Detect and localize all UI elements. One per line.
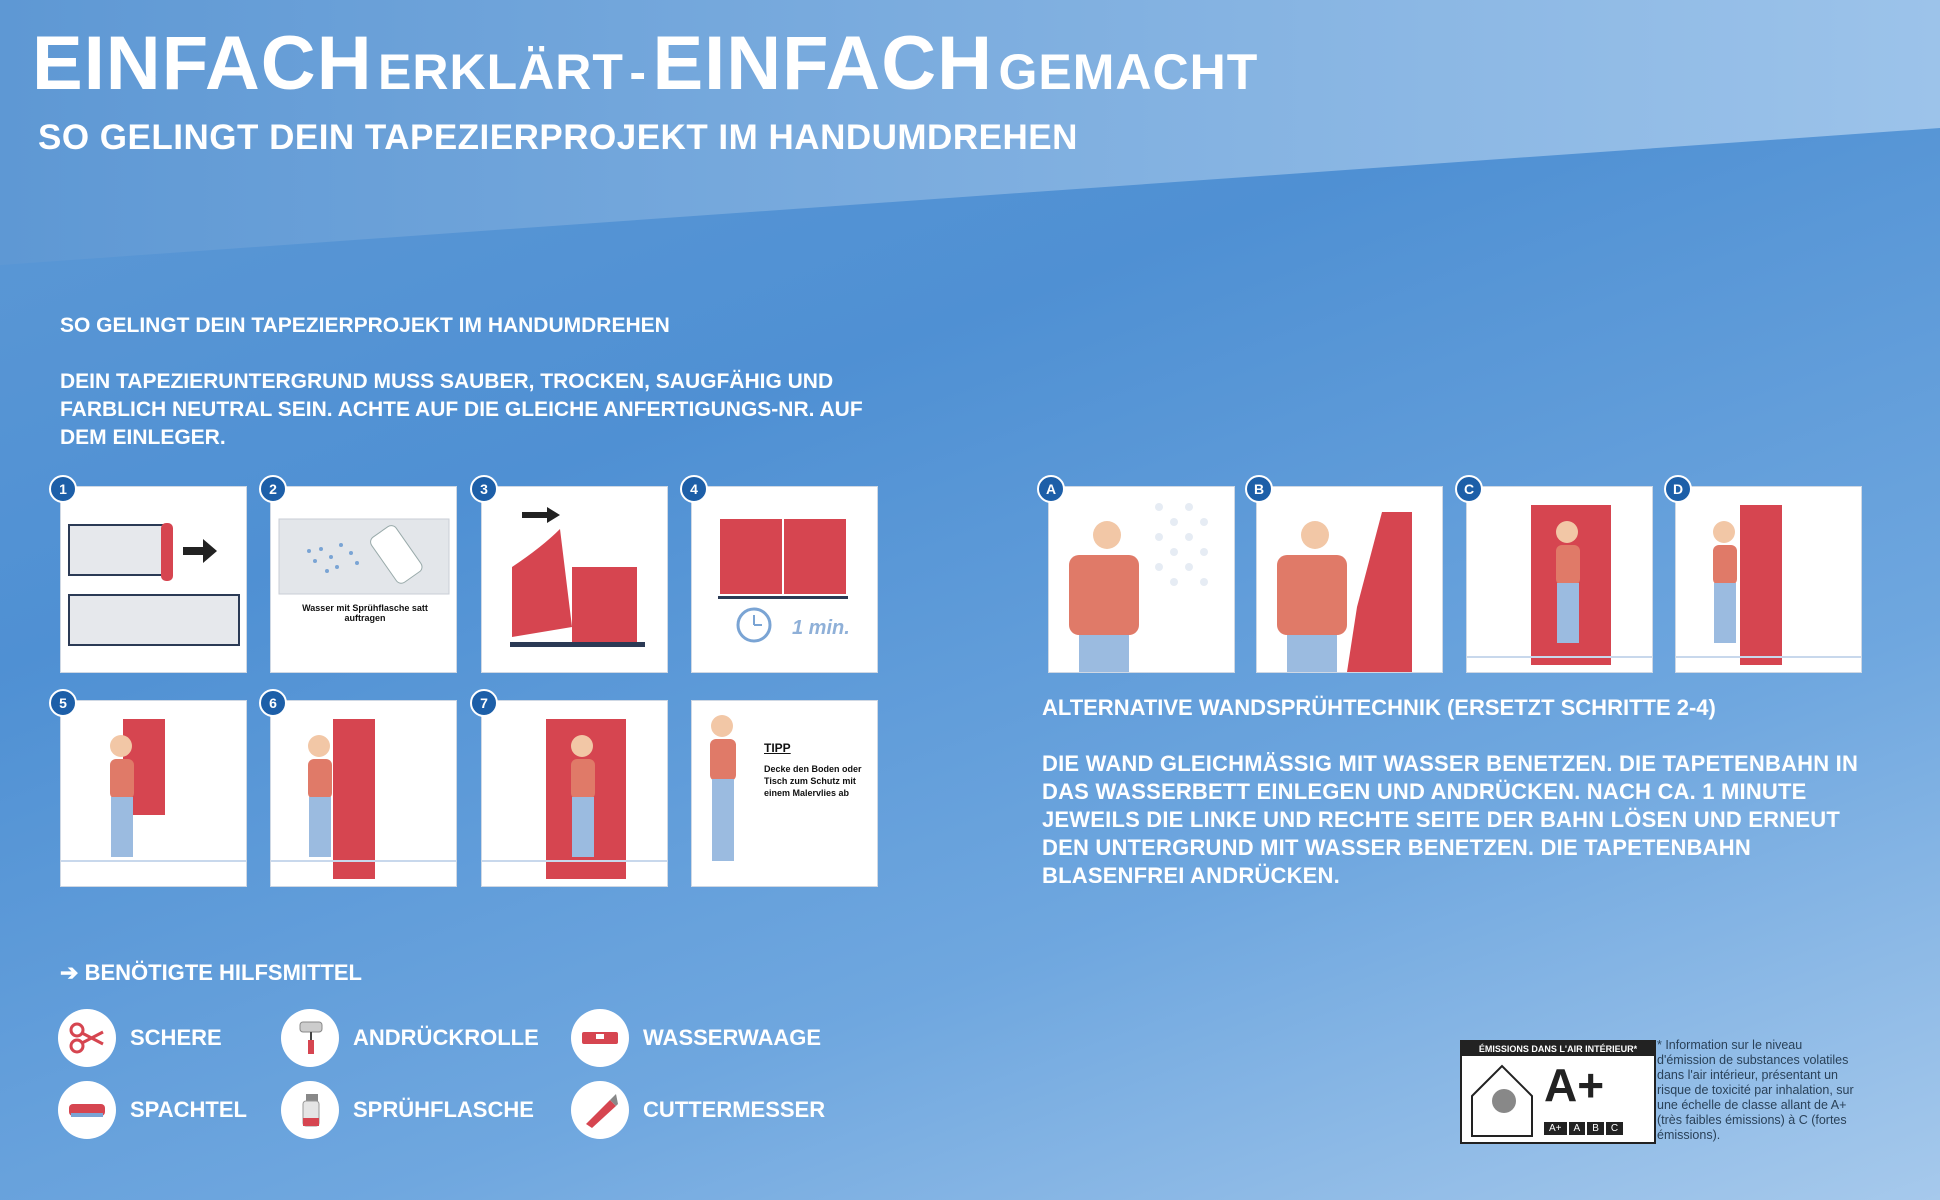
step-1 [59, 481, 247, 673]
alt-step-a-illustration [1049, 487, 1234, 672]
step-2-caption: Wasser mit Sprühflasche satt auftragen [302, 603, 428, 623]
intro-text: DEIN TAPEZIERUNTERGRUND MUSS SAUBER, TROCKEN, SAUGFÄHIG UND FARBLICH NEUTRAL SEIN. ACHTE AUF DIE GLEICHE ANFERTIGUNGS-NR. AUF DEM EINLEGER. [60, 370, 863, 449]
arrow-right-icon: ➔ [60, 960, 79, 985]
tool-scissors [58, 1008, 222, 1068]
tool-label: SPRÜHFLASCHE [353, 1097, 534, 1122]
step-7 [480, 695, 668, 887]
step-3-illustration [482, 487, 667, 672]
intro-heading: SO GELINGT DEIN TAPEZIERPROJEKT IM HANDUMDREHEN [60, 314, 670, 337]
alt-step-a [1045, 481, 1235, 673]
spirit-level-icon [571, 1009, 629, 1067]
step-5-illustration [61, 701, 246, 886]
tool-label: CUTTERMESSER [643, 1097, 826, 1122]
title-part-1: EINFACH [32, 21, 373, 106]
emissions-rating: A+ [1544, 1059, 1605, 1111]
alt-step-badge: C [1455, 475, 1483, 503]
paint-roller-icon [281, 1009, 339, 1067]
title-part-2: ERKLÄRT [378, 44, 624, 100]
step-6-illustration [271, 701, 456, 886]
intro-section [60, 312, 900, 452]
step-2-illustration [271, 487, 456, 672]
alt-step-b-illustration [1257, 487, 1442, 672]
scale-item: B [1587, 1122, 1604, 1135]
step-badge: 1 [49, 475, 77, 503]
step-badge: 4 [680, 475, 708, 503]
emissions-header: ÉMISSIONS DANS L'AIR INTÉRIEUR* [1462, 1042, 1654, 1056]
tool-label: SCHERE [130, 1025, 222, 1050]
tool-cutter [571, 1080, 825, 1140]
step-7-illustration [482, 701, 667, 886]
tool-roller [281, 1008, 539, 1068]
step-6 [269, 695, 457, 887]
alt-step-d-illustration [1676, 487, 1861, 672]
spray-bottle-icon [281, 1081, 339, 1139]
step-1-illustration [61, 487, 246, 672]
header-banner [0, 0, 1940, 265]
step-4 [690, 481, 878, 673]
alt-step-badge: A [1037, 475, 1065, 503]
alt-step-badge: D [1664, 475, 1692, 503]
alt-step-c [1463, 481, 1653, 673]
tip-text: Decke den Boden oder Tisch zum Schutz mit einem Malervlies ab [764, 764, 862, 798]
alt-step-d [1672, 481, 1862, 673]
tool-label: ANDRÜCKROLLE [353, 1025, 539, 1050]
tool-spray [281, 1080, 534, 1140]
step-badge: 3 [470, 475, 498, 503]
step-badge: 2 [259, 475, 287, 503]
tool-spatula [58, 1080, 247, 1140]
emissions-note: * Information sur le niveau d'émission de substances volatiles dans l'air intérieur, présentant un risque de toxicité par inhalation, sur une échelle de classe allant de A+ (très faibles émissions) à C (fortes émissions). [1657, 1038, 1854, 1142]
step-badge: 7 [470, 689, 498, 717]
step-4-duration: 1 min. [792, 617, 850, 639]
page-subtitle: SO GELINGT DEIN TAPEZIERPROJEKT IM HANDUMDREHEN [38, 118, 1078, 157]
alt-step-c-illustration [1467, 487, 1652, 672]
step-3 [480, 481, 668, 673]
scissors-icon [58, 1009, 116, 1067]
tool-label: SPACHTEL [130, 1097, 247, 1122]
step-5 [59, 695, 247, 887]
scale-item: C [1606, 1122, 1623, 1135]
page-title [32, 20, 1258, 107]
title-part-3: EINFACH [652, 21, 994, 106]
tip-card [691, 700, 878, 887]
scale-item: A [1569, 1122, 1586, 1135]
spatula-icon [58, 1081, 116, 1139]
tool-label: WASSERWAAGE [643, 1025, 822, 1050]
emissions-scale [1544, 1122, 1623, 1135]
alt-step-badge: B [1245, 475, 1273, 503]
scale-item: A+ [1544, 1122, 1567, 1135]
step-badge: 6 [259, 689, 287, 717]
tools-title: BENÖTIGTE HILFSMITTEL [84, 960, 362, 985]
title-dash: - [629, 44, 648, 100]
alternative-text: DIE WAND GLEICHMÄSSIG MIT WASSER BENETZEN. DIE TAPETENBAHN IN DAS WASSERBETT EINLEGEN UND ANDRÜCKEN. NACH CA. 1 MINUTE JEWEILS DIE LINKE UND RECHTE SEITE DER BAHN LÖSEN UND ERNEUT DEN UNTERGRUND MIT WASSER BENETZEN. DIE TAPETENBAHN BLASENFREI ANDRÜCKEN. [1042, 751, 1859, 888]
step-4-illustration [692, 487, 877, 672]
alt-step-b [1253, 481, 1443, 673]
step-2 [269, 481, 457, 673]
cutter-knife-icon [571, 1081, 629, 1139]
tip-title: TIPP [764, 741, 791, 755]
tools-heading [60, 960, 362, 986]
alternative-title: ALTERNATIVE WANDSPRÜHTECHNIK (ERSETZT SCHRITTE 2-4) [1042, 695, 1716, 720]
emissions-label [1460, 1040, 1656, 1144]
title-part-4: GEMACHT [998, 44, 1259, 100]
tool-level [571, 1008, 821, 1068]
step-badge: 5 [49, 689, 77, 717]
